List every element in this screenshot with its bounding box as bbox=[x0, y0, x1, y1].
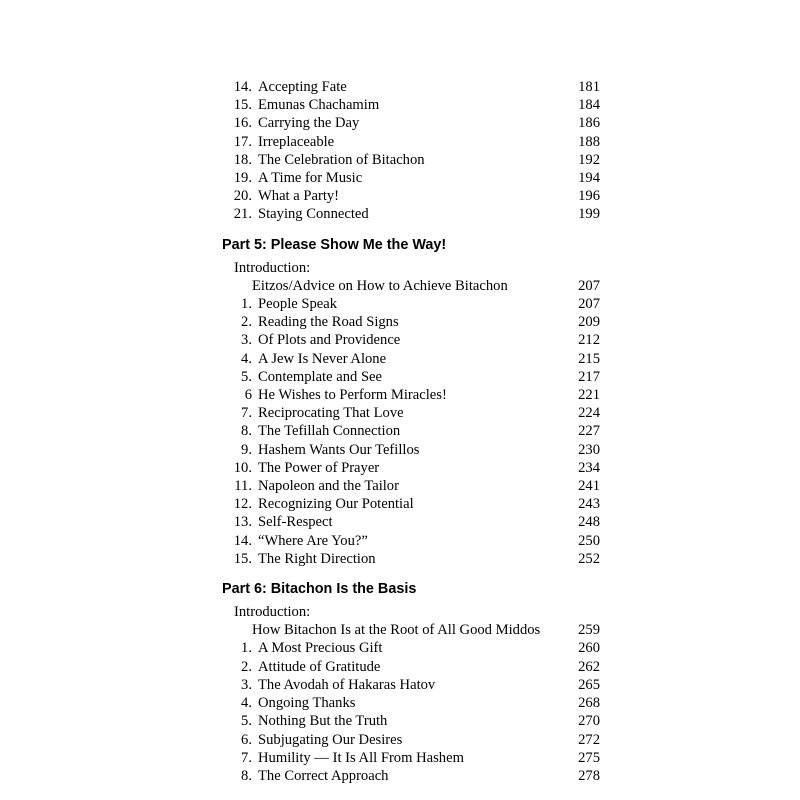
toc-entry-page: 252 bbox=[578, 550, 600, 567]
toc-entry bbox=[222, 731, 600, 749]
toc-entry bbox=[222, 495, 600, 513]
toc-entry-label bbox=[222, 550, 566, 568]
toc-entry-label bbox=[222, 658, 566, 676]
toc-entry-title: The Correct Approach bbox=[258, 767, 389, 784]
toc-entry-number: 5. bbox=[241, 713, 252, 730]
toc-entry-page: 270 bbox=[578, 713, 600, 730]
toc-entry bbox=[222, 749, 600, 767]
toc-entry-number: 20. bbox=[233, 188, 252, 205]
toc-entry-label bbox=[222, 295, 566, 313]
toc-entry-number: 15. bbox=[233, 97, 252, 114]
toc-entry bbox=[222, 694, 600, 712]
toc-entry-page: 194 bbox=[578, 170, 600, 187]
toc-entry-label bbox=[222, 187, 566, 205]
toc-entry bbox=[222, 477, 600, 495]
toc-entry-number: 14. bbox=[233, 532, 252, 549]
toc-entry-label bbox=[222, 386, 566, 404]
toc-entry-page: 199 bbox=[578, 206, 600, 223]
toc-entry-label bbox=[222, 441, 566, 459]
toc-entry-page: 275 bbox=[578, 749, 600, 766]
toc-entry-number: 8. bbox=[241, 423, 252, 440]
toc-entry-label bbox=[222, 731, 566, 749]
toc-entry-label bbox=[222, 532, 566, 550]
toc-entry-title: People Speak bbox=[258, 296, 338, 313]
toc-part-heading: Part 5: Please Show Me the Way! bbox=[222, 236, 447, 253]
toc-entry bbox=[222, 459, 600, 477]
toc-entry bbox=[222, 767, 600, 785]
toc-entry bbox=[222, 331, 600, 349]
toc-entry bbox=[222, 550, 600, 568]
toc-entry-number: 2. bbox=[241, 658, 252, 675]
toc-entry-number: 2. bbox=[241, 314, 252, 331]
toc-entry-title: Recognizing Our Potential bbox=[258, 496, 414, 513]
toc-entry-number: 7. bbox=[241, 749, 252, 766]
toc-entry-title: The Celebration of Bitachon bbox=[258, 151, 425, 168]
toc-entry-page: 207 bbox=[578, 296, 600, 313]
table-of-contents bbox=[222, 78, 600, 785]
toc-entry-title: Staying Connected bbox=[258, 206, 369, 223]
toc-entry-number: 19. bbox=[233, 170, 252, 187]
toc-entry bbox=[222, 96, 600, 114]
toc-entry-title: Emunas Chachamim bbox=[258, 97, 380, 114]
toc-entry-page: 262 bbox=[578, 658, 600, 675]
toc-entry-label bbox=[222, 404, 566, 422]
toc-entry bbox=[222, 639, 600, 657]
toc-entry-number: 16. bbox=[233, 115, 252, 132]
toc-entry bbox=[222, 404, 600, 422]
toc-entry bbox=[222, 441, 600, 459]
toc-entry-label bbox=[222, 767, 566, 785]
toc-entry-number: 3. bbox=[241, 676, 252, 693]
toc-entry bbox=[222, 368, 600, 386]
toc-entry-label bbox=[222, 331, 566, 349]
toc-entry-label bbox=[222, 621, 566, 639]
toc-entry-label bbox=[222, 676, 566, 694]
toc-entry-title: The Power of Prayer bbox=[258, 459, 380, 476]
toc-entry-title: Subjugating Our Desires bbox=[258, 731, 403, 748]
toc-entry-title: Napoleon and the Tailor bbox=[258, 478, 399, 495]
toc-entry-title: The Right Direction bbox=[258, 550, 376, 567]
toc-entry-label bbox=[222, 495, 566, 513]
toc-entry-page: 268 bbox=[578, 695, 600, 712]
toc-entry-page: 250 bbox=[578, 532, 600, 549]
toc-entry bbox=[222, 114, 600, 132]
toc-entry-page: 234 bbox=[578, 459, 600, 476]
toc-entry-label bbox=[222, 513, 566, 531]
toc-entry bbox=[222, 350, 600, 368]
toc-entry-title: Accepting Fate bbox=[258, 79, 347, 95]
toc-entry-page: 181 bbox=[578, 79, 600, 95]
toc-entry-number: 10. bbox=[233, 459, 252, 476]
toc-entry-label bbox=[222, 422, 566, 440]
toc-entry-number: 18. bbox=[233, 151, 252, 168]
toc-entry-number: 1. bbox=[241, 640, 252, 657]
toc-entry-title: Humility — It Is All From Hashem bbox=[258, 749, 464, 766]
toc-entry bbox=[222, 621, 600, 639]
toc-entry bbox=[222, 295, 600, 313]
toc-entry-title: Attitude of Gratitude bbox=[258, 658, 381, 675]
toc-entry-label bbox=[222, 639, 566, 657]
toc-entry-label bbox=[222, 277, 566, 295]
toc-entry-label bbox=[222, 133, 566, 151]
toc-entry-title: Reciprocating That Love bbox=[258, 405, 404, 422]
toc-entry-page: 248 bbox=[578, 514, 600, 531]
toc-entry-title: Carrying the Day bbox=[258, 115, 360, 132]
toc-entry-title: How Bitachon Is at the Root of All Good Middos bbox=[252, 622, 541, 639]
toc-entry bbox=[222, 205, 600, 223]
toc-entry-page: 241 bbox=[578, 478, 600, 495]
toc-entry-label bbox=[222, 205, 566, 223]
toc-entry-number: 17. bbox=[233, 133, 252, 150]
toc-entry-number: 6. bbox=[241, 731, 252, 748]
toc-entry-label bbox=[222, 749, 566, 767]
toc-entry-number: 8. bbox=[241, 767, 252, 784]
toc-introduction-label: Introduction: bbox=[234, 604, 311, 621]
toc-entry-page: 278 bbox=[578, 767, 600, 784]
toc-entry bbox=[222, 169, 600, 187]
toc-entry bbox=[222, 78, 600, 96]
toc-entry-number: 4. bbox=[241, 695, 252, 712]
toc-entry-number: 1. bbox=[241, 296, 252, 313]
toc-entry-number: 3. bbox=[241, 332, 252, 349]
toc-entry-page: 265 bbox=[578, 676, 600, 693]
toc-entry bbox=[222, 151, 600, 169]
toc-section-continued bbox=[222, 78, 600, 224]
toc-entry-label bbox=[222, 169, 566, 187]
toc-entry bbox=[222, 187, 600, 205]
toc-entry-label bbox=[222, 459, 566, 477]
toc-entry-label bbox=[222, 114, 566, 132]
toc-part-5 bbox=[222, 236, 600, 568]
toc-entry-page: 184 bbox=[578, 97, 600, 114]
toc-entry-page: 221 bbox=[578, 387, 600, 404]
toc-entry-page: 196 bbox=[578, 188, 600, 205]
toc-entry-number: 21. bbox=[233, 206, 252, 223]
toc-entry bbox=[222, 676, 600, 694]
toc-introduction-label: Introduction: bbox=[234, 259, 311, 276]
toc-entry-page: 209 bbox=[578, 314, 600, 331]
toc-entry-label bbox=[222, 151, 566, 169]
toc-entry-label bbox=[222, 313, 566, 331]
toc-entry-number: 5. bbox=[241, 368, 252, 385]
toc-entry bbox=[222, 133, 600, 151]
toc-entry-number: 4. bbox=[241, 350, 252, 367]
toc-entry-page: 243 bbox=[578, 496, 600, 513]
toc-entry-title: Eitzos/Advice on How to Achieve Bitachon bbox=[252, 277, 508, 294]
toc-entry-title: What a Party! bbox=[258, 188, 340, 205]
toc-entry-title: A Time for Music bbox=[258, 170, 363, 187]
toc-entry-page: 260 bbox=[578, 640, 600, 657]
toc-entry-title: A Jew Is Never Alone bbox=[258, 350, 387, 367]
toc-entry bbox=[222, 532, 600, 550]
toc-entry-page: 272 bbox=[578, 731, 600, 748]
toc-entry-number: 15. bbox=[233, 550, 252, 567]
toc-entry-title: He Wishes to Perform Miracles! bbox=[258, 387, 447, 404]
toc-entry-label bbox=[222, 78, 566, 96]
toc-entry-number: 12. bbox=[233, 496, 252, 513]
toc-entry-title: Irreplaceable bbox=[258, 133, 335, 150]
toc-entry-title: Reading the Road Signs bbox=[258, 314, 399, 331]
toc-part-6 bbox=[222, 580, 600, 785]
toc-entry-page: 192 bbox=[578, 151, 600, 168]
toc-entry-number: 7. bbox=[241, 405, 252, 422]
toc-entry-page: 217 bbox=[578, 368, 600, 385]
toc-entry-number: 11. bbox=[234, 478, 252, 495]
toc-entry bbox=[222, 422, 600, 440]
toc-entry-title: Self-Respect bbox=[258, 514, 333, 531]
toc-entry-number: 13. bbox=[233, 514, 252, 531]
toc-entry-label bbox=[222, 477, 566, 495]
toc-entry bbox=[222, 658, 600, 676]
toc-entry-label bbox=[222, 368, 566, 386]
toc-entry bbox=[222, 313, 600, 331]
toc-entry-title: Nothing But the Truth bbox=[258, 713, 388, 730]
toc-entry bbox=[222, 712, 600, 730]
toc-entry-page: 227 bbox=[578, 423, 600, 440]
toc-entry-number: 14. bbox=[233, 79, 252, 95]
toc-entry-number: 6 bbox=[244, 387, 252, 404]
toc-entry-number: 9. bbox=[241, 441, 252, 458]
toc-entry-title: The Tefillah Connection bbox=[258, 423, 401, 440]
toc-entry bbox=[222, 513, 600, 531]
toc-entry-page: 230 bbox=[578, 441, 600, 458]
toc-entry-page: 212 bbox=[578, 332, 600, 349]
toc-entry-title: Ongoing Thanks bbox=[258, 695, 356, 712]
toc-entry-label bbox=[222, 350, 566, 368]
toc-entry bbox=[222, 386, 600, 404]
toc-entry-title: The Avodah of Hakaras Hatov bbox=[258, 676, 436, 693]
toc-entry-title: Hashem Wants Our Tefillos bbox=[258, 441, 420, 458]
toc-entry bbox=[222, 277, 600, 295]
toc-entry-page: 224 bbox=[578, 405, 600, 422]
toc-entry-page: 188 bbox=[578, 133, 600, 150]
toc-entry-title: A Most Precious Gift bbox=[258, 640, 383, 657]
toc-entry-label bbox=[222, 694, 566, 712]
toc-entry-page: 207 bbox=[578, 277, 600, 294]
toc-part-heading: Part 6: Bitachon Is the Basis bbox=[222, 581, 417, 598]
toc-entry-page: 186 bbox=[578, 115, 600, 132]
toc-entry-label bbox=[222, 96, 566, 114]
toc-entry-page: 215 bbox=[578, 350, 600, 367]
toc-entry-title: Contemplate and See bbox=[258, 368, 383, 385]
toc-entry-title: Of Plots and Providence bbox=[258, 332, 401, 349]
toc-entry-label bbox=[222, 712, 566, 730]
toc-entry-page: 259 bbox=[578, 622, 600, 639]
toc-entry-title: “Where Are You?” bbox=[258, 532, 368, 549]
